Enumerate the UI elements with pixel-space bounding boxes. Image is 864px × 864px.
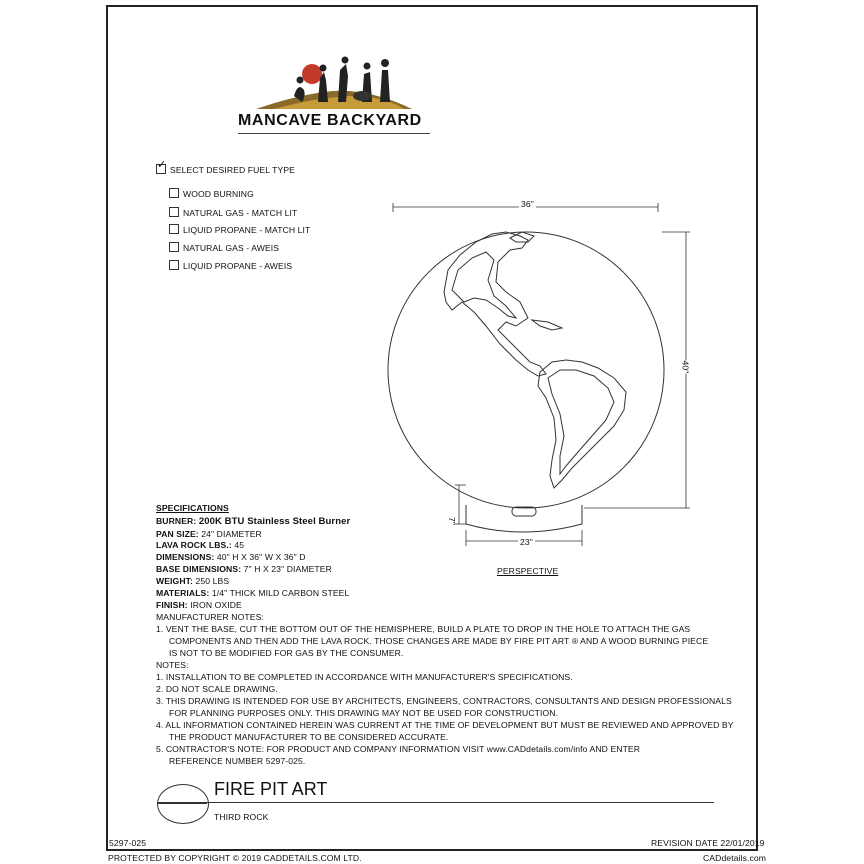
dim-base-height-label: 7" <box>447 516 458 526</box>
manufacturer-note-line: 1. VENT THE BASE, CUT THE BOTTOM OUT OF THE HEMISPHERE, BUILD A PLATE TO DROP IN THE HOLE TO ATTACH THE GAS <box>156 624 691 634</box>
spec-weight <box>156 576 229 586</box>
note-line: 2. DO NOT SCALE DRAWING. <box>156 684 278 694</box>
spec-materials <box>156 588 349 598</box>
title-callout-divider <box>158 803 207 804</box>
site-link[interactable]: CADdetails.com <box>703 853 767 863</box>
base-outline <box>466 505 582 532</box>
note-line: REFERENCE NUMBER 5297-025. <box>169 756 306 766</box>
dim-base-width-label: 23" <box>520 537 533 547</box>
spec-pan <box>156 529 262 539</box>
spec-value: IRON OXIDE <box>190 600 242 610</box>
note-line: 4. ALL INFORMATION CONTAINED HEREIN WAS CURRENT AT THE TIME OF DEVELOPMENT BUT MUST BE REVIEWED AND APPROVED BY <box>156 720 734 730</box>
drawing-subtitle: THIRD ROCK <box>214 812 269 822</box>
revision-date: REVISION DATE 22/01/2019 <box>651 838 765 848</box>
spec-value: 45 <box>234 540 245 550</box>
manufacturer-note-line: COMPONENTS AND THEN ADD THE LAVA ROCK. THOSE CHANGES ARE MADE BY FIRE PIT ART ® AND A WOOD BURNING PIECE <box>169 636 709 646</box>
continent-south-america <box>538 360 626 488</box>
view-label: PERSPECTIVE <box>497 566 559 576</box>
spec-base <box>156 564 332 574</box>
fuel-option-label: NATURAL GAS - MATCH LIT <box>183 208 298 218</box>
spec-value: 24" DIAMETER <box>201 529 262 539</box>
island-caribbean <box>532 320 562 330</box>
spec-label: BURNER: <box>156 516 197 526</box>
spec-label: PAN SIZE: <box>156 529 199 539</box>
fuel-option-label: WOOD BURNING <box>183 189 254 199</box>
spec-value: 250 LBS <box>195 576 230 586</box>
note-line: 5. CONTRACTOR'S NOTE: FOR PRODUCT AND COMPANY INFORMATION VISIT www.CADdetails.com/info AND ENTER <box>156 744 641 754</box>
manufacturer-notes-heading: MANUFACTURER NOTES: <box>156 612 264 622</box>
spec-label: FINISH: <box>156 600 188 610</box>
spec-value: 7" H X 23" DIAMETER <box>243 564 332 574</box>
continent-north-america <box>444 232 546 376</box>
continent-north-america-inner <box>452 252 516 318</box>
spec-value: 1/4" THICK MILD CARBON STEEL <box>211 588 350 598</box>
manufacturer-note-line: IS NOT TO BE MODIFIED FOR GAS BY THE CONSUMER. <box>169 648 404 658</box>
specs-heading: SPECIFICATIONS <box>156 503 229 513</box>
spec-label: LAVA ROCK LBS.: <box>156 540 232 550</box>
note-line: THE PRODUCT MANUFACTURER TO BE CONSIDERED ACCURATE. <box>169 732 449 742</box>
spec-label: WEIGHT: <box>156 576 193 586</box>
fuel-option-label: LIQUID PROPANE - MATCH LIT <box>183 225 311 235</box>
copyright-notice: PROTECTED BY COPYRIGHT © 2019 CADDETAILS.COM LTD. <box>108 853 362 863</box>
spec-burner <box>156 516 350 527</box>
globe-outline <box>388 232 664 508</box>
notes-heading: NOTES: <box>156 660 189 670</box>
reference-number: 5297-025 <box>109 838 147 848</box>
spec-value: 200K BTU Stainless Steel Burner <box>198 516 351 527</box>
spec-label: BASE DIMENSIONS: <box>156 564 242 574</box>
fuel-option-label: NATURAL GAS - AWEIS <box>183 243 280 253</box>
spec-lava <box>156 540 244 550</box>
spec-dimensions <box>156 552 306 562</box>
drawing-title: FIRE PIT ART <box>214 779 328 799</box>
dim-width-label: 36" <box>521 199 534 209</box>
spec-label: DIMENSIONS: <box>156 552 215 562</box>
title-underline <box>158 802 714 803</box>
fuel-heading-label: SELECT DESIRED FUEL TYPE <box>170 165 295 175</box>
spec-label: MATERIALS: <box>156 588 210 598</box>
spec-value: 40" H X 36" W X 36" D <box>216 552 306 562</box>
dim-height-label: 40" <box>680 360 691 374</box>
spec-finish <box>156 600 242 610</box>
note-line: 3. THIS DRAWING IS INTENDED FOR USE BY ARCHITECTS, ENGINEERS, CONTRACTORS, CONSULTANTS AND DESIGN PROFESSIONALS <box>156 696 732 706</box>
title-callout-circle <box>157 784 209 824</box>
note-line: FOR PLANNING PURPOSES ONLY. THIS DRAWING MAY NOT BE USED FOR CONSTRUCTION. <box>169 708 559 718</box>
note-line: 1. INSTALLATION TO BE COMPLETED IN ACCORDANCE WITH MANUFACTURER'S SPECIFICATIONS. <box>156 672 573 682</box>
fuel-option-label: LIQUID PROPANE - AWEIS <box>183 261 293 271</box>
brand-name: MANCAVE BACKYARD <box>238 112 422 129</box>
